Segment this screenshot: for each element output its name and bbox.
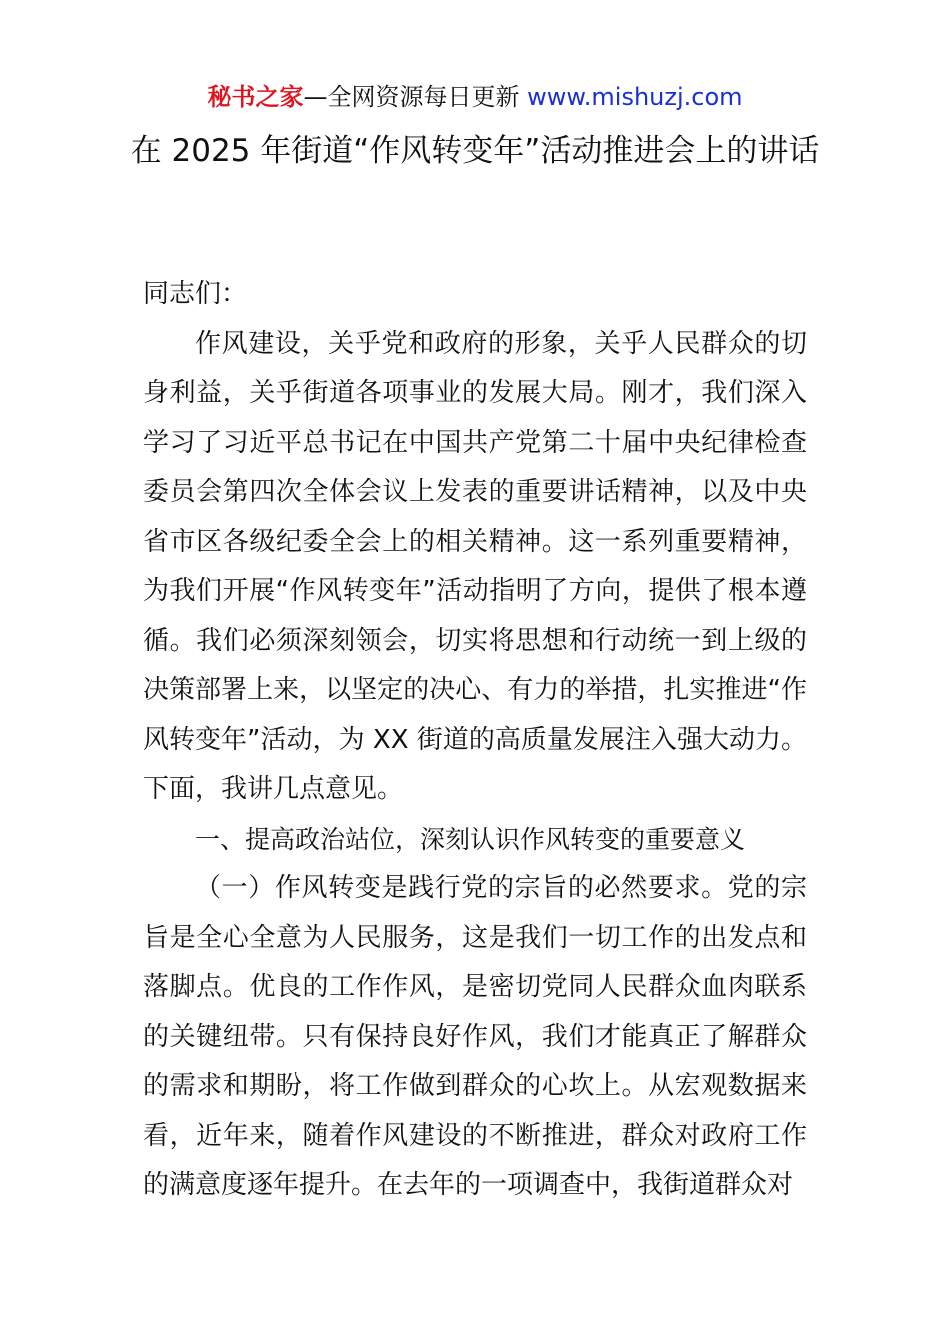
site-tagline: 全网资源每日更新 xyxy=(327,83,528,111)
document-title: 在 2025 年街道“作风转变年”活动推进会上的讲话 xyxy=(130,133,820,169)
site-brand: 秘书之家 xyxy=(207,83,304,111)
document-body xyxy=(143,270,807,1211)
site-header xyxy=(0,80,950,114)
header-dash: — xyxy=(303,83,328,111)
salutation: 同志们： xyxy=(143,279,248,309)
site-url-link[interactable]: www.mishuzj.com xyxy=(527,83,743,111)
subsection-paragraph: （一）作风转变是践行党的宗旨的必然要求。党的宗旨是全心全意为人民服务，这是我们一切工作的出发点和落脚点。优良的工作作风，是密切党同人民群众血肉联系的关键纽带。只有保持良好作风，我们才能真正了解群众的需求和期盼，将工作做到群众的心坎上。从宏观数据来看，近年来，随着作风建设的不断推进，群众对政府工作的满意度逐年提升。在去年的一项调查中，我街道群众对 xyxy=(143,873,807,1200)
section-heading: 一、提高政治站位，深刻认识作风转变的重要意义 xyxy=(195,824,746,854)
intro-paragraph: 作风建设，关乎党和政府的形象，关乎人民群众的切身利益，关乎街道各项事业的发展大局。刚才，我们深入学习了习近平总书记在中国共产党第二十届中央纪律检查委员会第四次全体会议上发表的重要讲话精神，以及中央省市区各级纪委全会上的相关精神。这一系列重要精神，为我们开展“作风转变年”活动指明了方向，提供了根本遵循。我们必须深刻领会，切实将思想和行动统一到上级的决策部署上来，以坚定的决心、有力的举措，扎实推进“作风转变年”活动，为 XX 街道的高质量发展注入强大动力。下面，我讲几点意见。 xyxy=(143,328,807,804)
